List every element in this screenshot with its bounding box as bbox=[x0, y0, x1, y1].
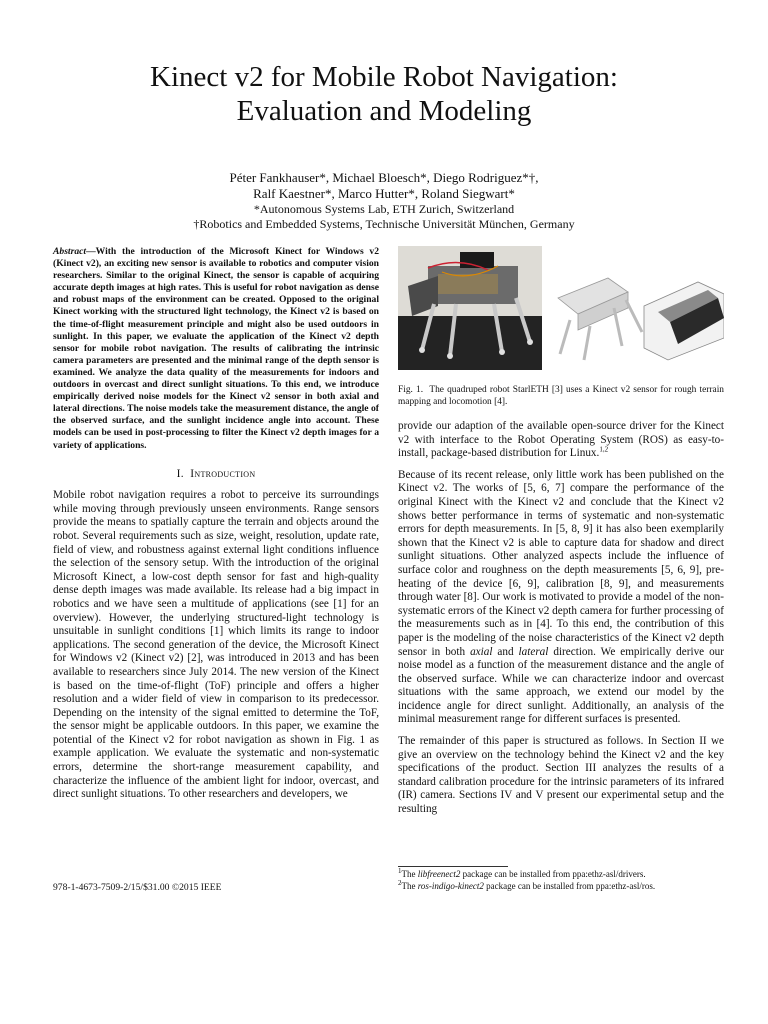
right-paragraph-1-text: provide our adaption of the available open-source driver for the Kinect v2 with interface to the Robot Operating System (ROS) as easy-to-install, package-based distribution for Linux. bbox=[398, 420, 724, 460]
left-column bbox=[53, 246, 379, 802]
footnote-1-prefix: The bbox=[401, 869, 418, 879]
right-paragraph-3: The remainder of this paper is structured as follows. In Section II we give an overview on the technology behind the Kinect v2 and the key specifications of the product. Section III analyzes the results of a standard calibration procedure for the intrinsic parameters of its infrared (IR) camera. Sections IV and V present our experimental setup and the resulting bbox=[398, 735, 724, 816]
term-lateral: lateral bbox=[518, 645, 549, 658]
copyright-line: 978-1-4673-7509-2/15/$31.00 ©2015 IEEE bbox=[53, 882, 222, 893]
caption-label: Fig. 1. bbox=[398, 385, 424, 395]
author-line-1: Péter Fankhauser*, Michael Bloesch*, Diego Rodriguez*†, bbox=[229, 170, 539, 185]
footnote-1 bbox=[398, 869, 724, 881]
author-block bbox=[60, 170, 708, 232]
affiliation-2: †Robotics and Embedded Systems, Technische Universität München, Germany bbox=[193, 217, 575, 231]
title-line-2: Evaluation and Modeling bbox=[236, 95, 532, 127]
figure-1-caption bbox=[398, 384, 724, 408]
caption-text: The quadruped robot StarlETH [3] uses a Kinect v2 sensor for rough terrain mapping and locomotion [4]. bbox=[398, 385, 724, 407]
right-paragraph-2-text-a: Because of its recent release, only little work has been published on the Kinect v2. The works of [5, 6, 7] compare the performance of the original Kinect with the Kinect v2 and conclude that the Kinect v2 shows better performance in terms of systematic and non-systematic errors for depth measurements. In [5, 8, 9] it has also been exemplarily shown that the Kinect v2 is able to capture data for shadow and direct sunlight situations. Other analyzed aspects include the influence of surface color and roughness on the depth measurements [5, 6, 9], pre-heating of the device [6, 9], calibration [8, 9], and measurements through water [8]. Our work is motivated to provide a model of the non-systematic errors of the Kinect v2 depth camera for further processing of the measurements such as in [4]. To this end, the contribution of this paper is the modeling of the noise characteristics of the Kinect v2 depth sensor in both bbox=[398, 468, 724, 658]
robot-photo bbox=[398, 246, 542, 370]
footnote-rule bbox=[398, 866, 508, 867]
abstract bbox=[53, 246, 379, 452]
footnotes bbox=[398, 866, 724, 892]
footnote-2-package: ros-indigo-kinect2 bbox=[417, 880, 484, 891]
figure-1 bbox=[398, 246, 724, 374]
abstract-text: With the introduction of the Microsoft Kinect for Windows v2 (Kinect v2), an exciting new sensor is available to robotics and computer vision researchers. Similar to the original Kinect, the sensor is capable of acquiring accurate depth images at high rates. This is useful for robot navigation as dense and robust maps of the environment can be created. Opposed to the original Kinect working with the structured light technology, the Kinect v2 is based on the time-of-flight measurement principle and might also be used outdoors in sunlight. In this paper, we evaluate the application of the Kinect v2 depth sensor for mobile robot navigation. The results of calibrating the intrinsic camera parameters are presented and the minimal range of the depth sensor is examined. We analyze the data quality of the measurements for indoors and outdoors in overcast and direct sunlight situations. To this end, we introduce empirically derived noise models for the Kinect v2 sensor in both axial and lateral directions. The noise models take the measurement distance, the angle of the observed surface, and the sunlight incidence angle into account. These models can be used in post-processing to filter the Kinect v2 depth images for a variety of applications. bbox=[53, 246, 379, 451]
paper-title bbox=[60, 60, 708, 128]
right-paragraph-2-text-b: direction. We empirically derive our noise model as a function of the measurement distance and the angle of the observed surface. While we can characterize indoor and overcast situations with the same approach, we extend our model by the incidence angle for direct sunlight. Additionally, an analysis of the minimal measurement range for different surfaces is presented. bbox=[398, 645, 725, 726]
affiliation-1: *Autonomous Systems Lab, ETH Zurich, Switzerland bbox=[253, 202, 515, 216]
footnote-1-package: libfreenect2 bbox=[417, 869, 461, 879]
right-column bbox=[398, 246, 724, 817]
footnote-2 bbox=[398, 878, 724, 893]
author-line-2: Ralf Kaestner*, Marco Hutter*, Roland Siegwart* bbox=[253, 186, 515, 201]
robot-render-illustration bbox=[548, 268, 724, 366]
intro-paragraph: Mobile robot navigation requires a robot to perceive its surroundings while moving through previously unseen environments. Range sensors provide the means to spatially capture the terrain and objects around the robot. Several requirements such as size, weight, resolution, update rate, field of view, and robustness against external light conditions influence the selection of the sensory setup. With the introduction of the original Microsoft Kinect, a low-cost depth sensor for fast and high-quality dense depth images was made available. Its release had a big impact in robotics and we have seen a multitude of applications (see [1] for an overview). However, the underlying structured-light technology is unsuitable in sunlight conditions [1] which limits its range to indoor applications. The second generation of the device, the Microsoft Kinect for Windows v2 (Kinect v2) [2], was introduced in 2013 and has been available to researchers since July 2014. The new version of the Kinect is based on the time-of-flight (ToF) principle and offers a higher resolution and a wider field of view in comparison to its predecessor. Depending on the intensity of the signal emitted to determine the ToF, the sensor might be applicable outdoors. In this paper, we examine the potential of the Kinect v2 for robot navigation as shown in Fig. 1 as example application. We evaluate the systematic and non-systematic errors, determine the short-range measurement capability, and characterize the influence of the ambient light for indoor, overcast, and direct sunlight situations. To other researchers and developers, we bbox=[53, 489, 379, 801]
footnote-2-prefix: The bbox=[401, 880, 418, 891]
footnote-2-mark: 2 bbox=[398, 878, 402, 887]
footnote-2-suffix: package can be installed from ppa:ethz-asl/ros. bbox=[483, 880, 656, 891]
footnote-ref: 1,2 bbox=[599, 445, 609, 454]
abstract-dash: — bbox=[86, 246, 96, 257]
word-and: and bbox=[492, 645, 519, 658]
section-heading-introduction bbox=[53, 468, 379, 482]
abstract-label: Abstract bbox=[53, 246, 87, 257]
section-title: Introduction bbox=[190, 467, 256, 480]
right-paragraph-1 bbox=[398, 420, 724, 461]
footnote-1-suffix: package can be installed from ppa:ethz-asl/drivers. bbox=[460, 869, 646, 879]
term-axial: axial bbox=[470, 645, 493, 658]
section-number: I. bbox=[176, 467, 184, 480]
title-line-1: Kinect v2 for Mobile Robot Navigation: bbox=[150, 61, 618, 93]
right-paragraph-2 bbox=[398, 469, 724, 727]
footnote-1-mark: 1 bbox=[398, 867, 402, 875]
robot-photo-illustration bbox=[398, 246, 542, 370]
